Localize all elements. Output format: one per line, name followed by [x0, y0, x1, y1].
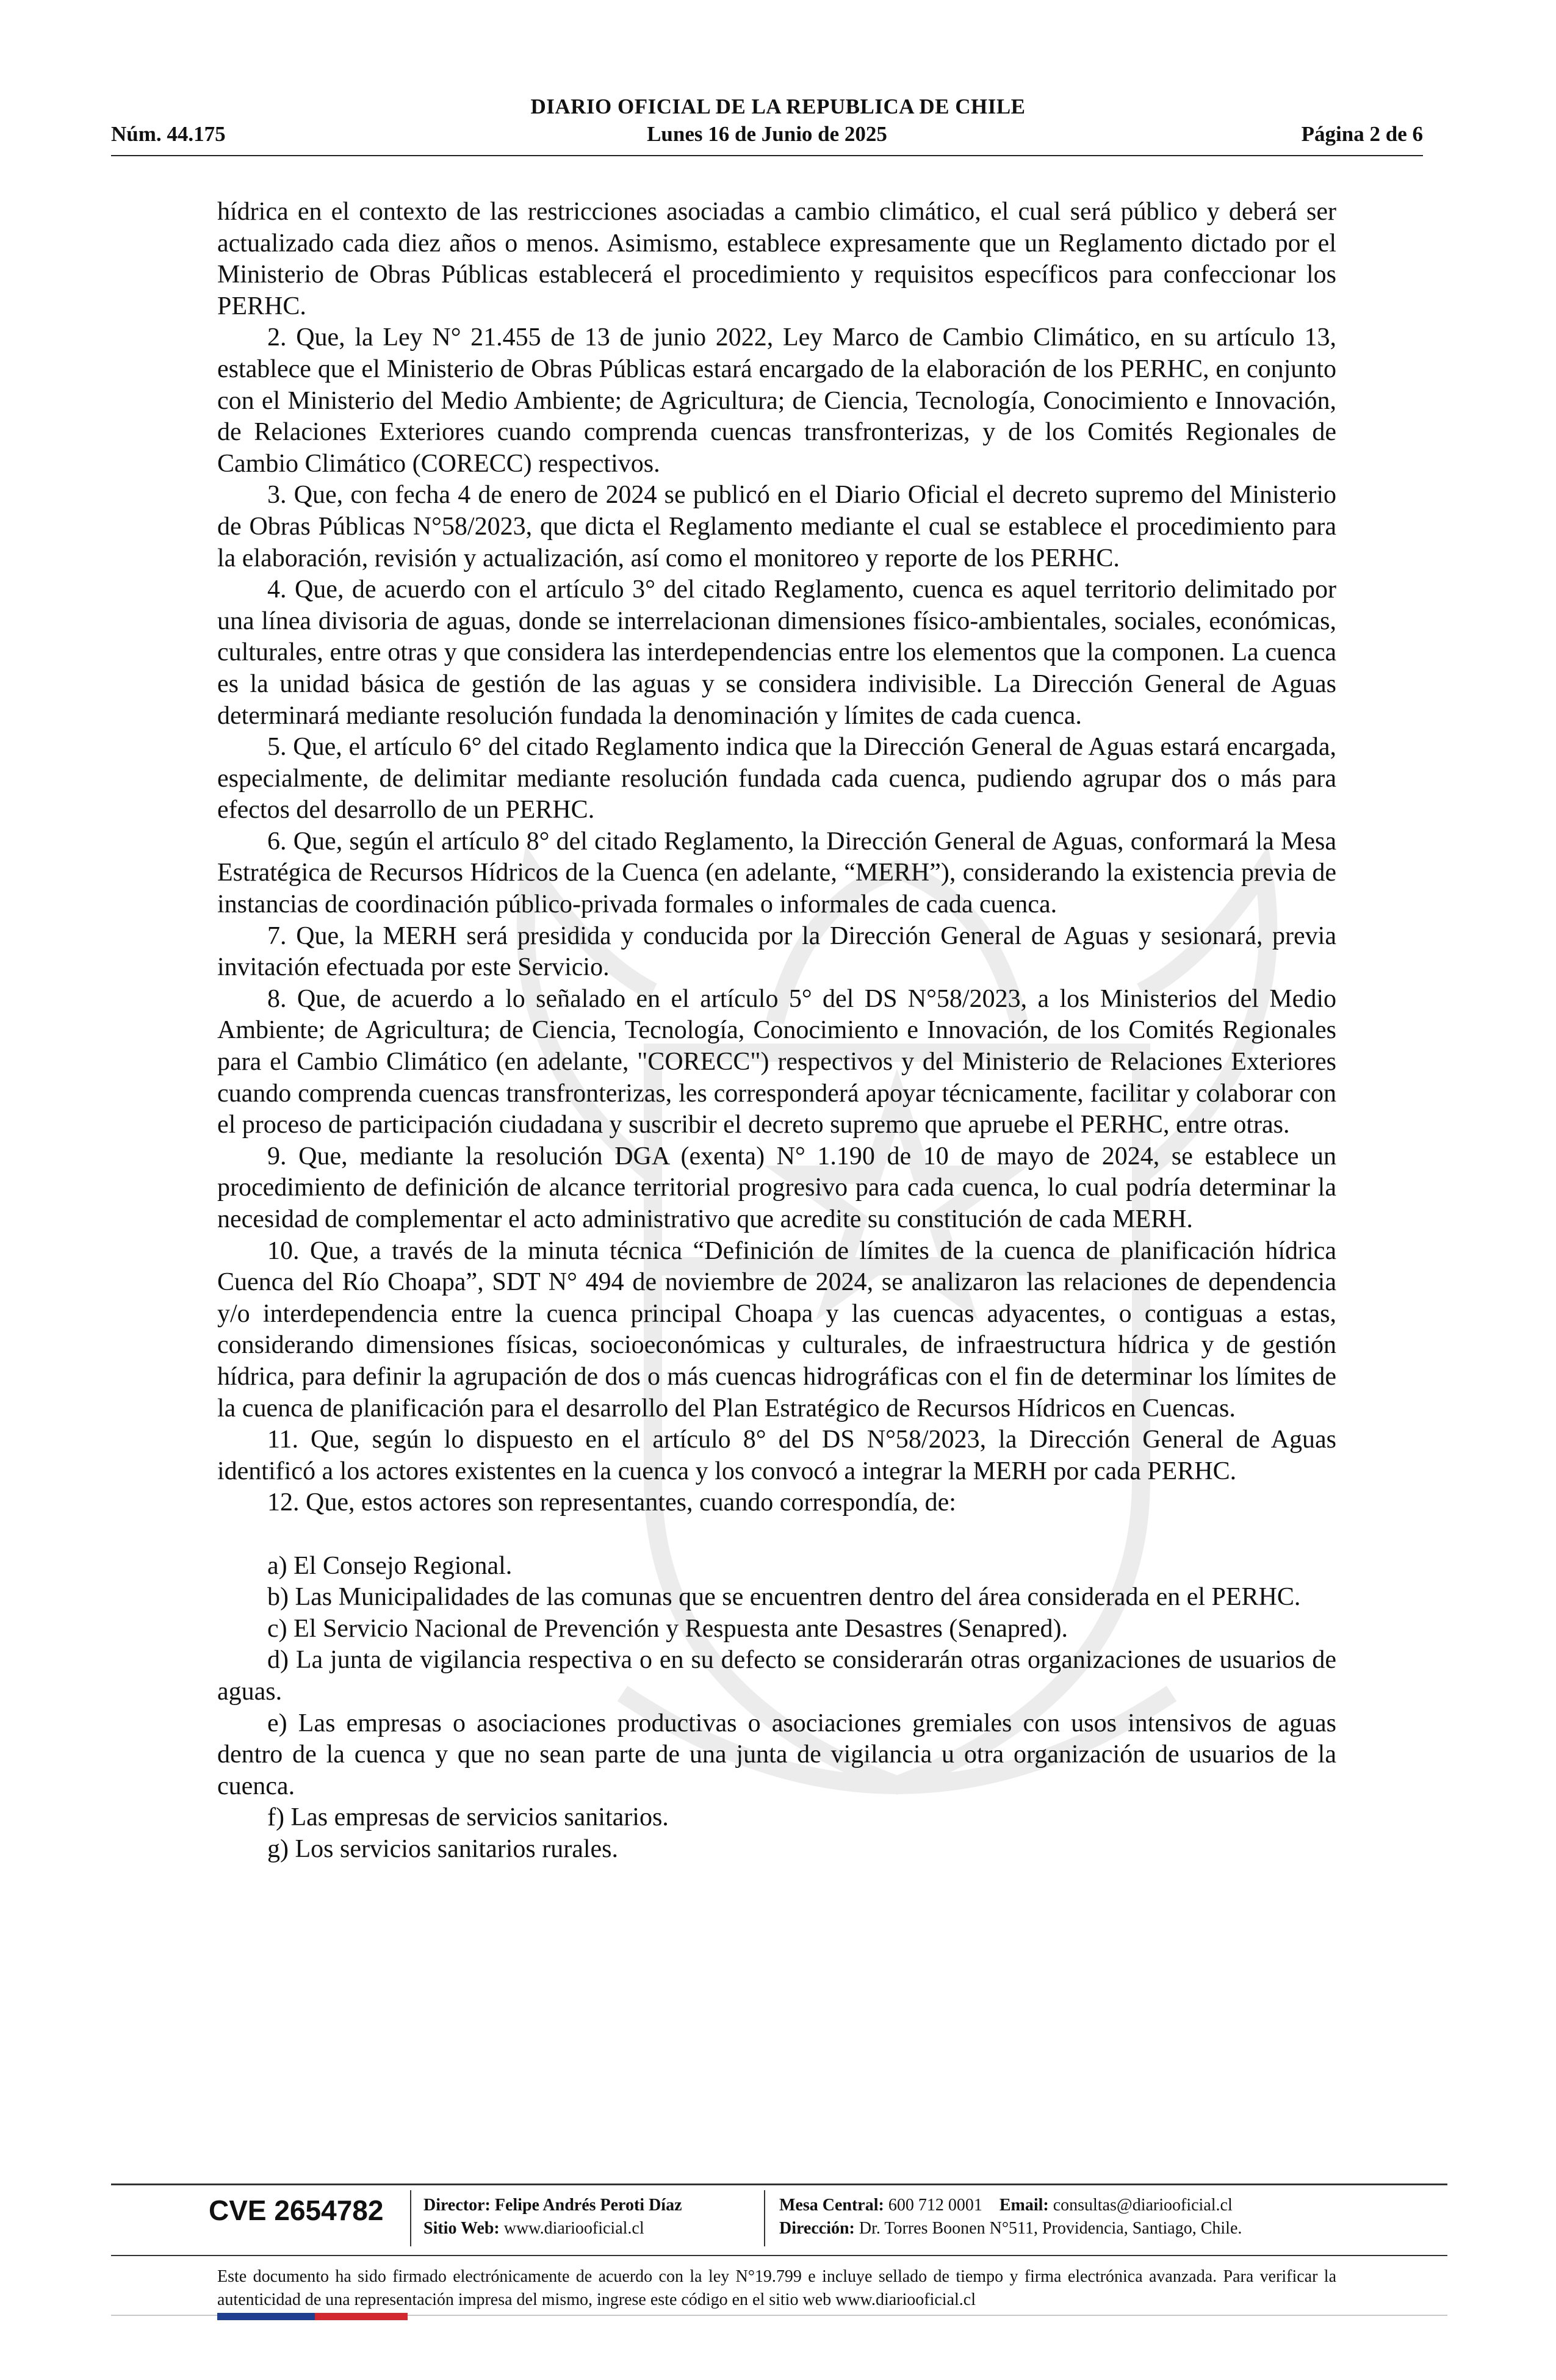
- email-label: Email:: [999, 2196, 1049, 2215]
- footer-separator: [764, 2190, 765, 2246]
- address-value: Dr. Torres Boonen N°511, Providencia, Santiago, Chile.: [859, 2219, 1242, 2238]
- signature-notice: Este documento ha sido firmado electrónicamente de acuerdo con la ley N°19.799 e incluye sellado de tiempo y firma electrónica avanzada. Para verificar la autenticidad de una representación impresa del mismo, ingrese este código en el sitio web www.diariooficial.cl: [217, 2267, 1336, 2309]
- list-item: d) La junta de vigilancia respectiva o en su defecto se considerarán otras organizaciones de usuarios de aguas.: [217, 1646, 1336, 1706]
- body-paragraph: 5. Que, el artículo 6° del citado Reglamento indica que la Dirección General de Aguas estará encargada, especialmente, de delimitar mediante resolución fundada cada cuenca, pudiendo agrupar dos o más para efectos del desarrollo de un PERHC.: [217, 733, 1336, 824]
- issue-date: Lunes 16 de Junio de 2025: [647, 122, 887, 146]
- header-divider: [111, 155, 1423, 156]
- director-name: Felipe Andrés Peroti Díaz: [494, 2196, 682, 2215]
- newspaper-title: DIARIO OFICIAL DE LA REPUBLICA DE CHILE: [530, 95, 1026, 118]
- mesa-central-label: Mesa Central:: [779, 2196, 884, 2215]
- address-label: Dirección:: [779, 2219, 855, 2238]
- body-paragraph: 4. Que, de acuerdo con el artículo 3° del citado Reglamento, cuenca es aquel territorio delimitado por una línea divisoria de aguas, donde se interrelacionan dimensiones físico-ambientales, sociales, económicas, culturales, entre otras y que considera las interdependencias entre los elementos que la componen. La cuenca es la unidad básica de gestión de las aguas y se considera indivisible. La Dirección General de Aguas determinará mediante resolución fundada la denominación y límites de cada cuenca.: [217, 575, 1336, 730]
- body-paragraph: 8. Que, de acuerdo a lo señalado en el artículo 5° del DS N°58/2023, a los Ministerios del Medio Ambiente; de Agricultura; de Ciencia, Tecnología, Conocimiento e Innovación, de los Comités Regionales para el Cambio Climático (en adelante, "CORECC") respectivos y del Ministerio de Relaciones Exteriores cuando comprenda cuencas transfronterizas, les corresponderá apoyar técnicamente, facilitar y colaborar con el proceso de participación ciudadana y suscribir el decreto supremo que apruebe el PERHC, entre otras.: [217, 984, 1336, 1139]
- footer-contact-column: [779, 2194, 1242, 2240]
- website-label: Sitio Web:: [423, 2219, 500, 2238]
- email-link[interactable]: consultas@diariooficial.cl: [1053, 2196, 1233, 2215]
- document-body: [217, 197, 1336, 1865]
- list-item: f) Las empresas de servicios sanitarios.: [267, 1803, 669, 1832]
- header-row: [111, 122, 1423, 150]
- page-indicator: Página 2 de 6: [1301, 122, 1423, 146]
- list-item: b) Las Municipalidades de las comunas que se encuentren dentro del área considerada en el PERHC.: [267, 1583, 1301, 1612]
- footer-separator: [410, 2190, 411, 2246]
- body-paragraph: 9. Que, mediante la resolución DGA (exenta) N° 1.190 de 10 de mayo de 2024, se establece un procedimiento de definición de alcance territorial progresivo para cada cuenca, lo cual podría determinar la necesidad de complementar el acto administrativo que acredite su constitución de cada MERH.: [217, 1142, 1336, 1233]
- body-paragraph: 7. Que, la MERH será presidida y conducida por la Dirección General de Aguas y sesionará, previa invitación efectuada por este Servicio.: [217, 921, 1336, 982]
- flag-bar-blue: [217, 2313, 315, 2320]
- footer-divider-bottom: [111, 2255, 1447, 2256]
- body-paragraph: hídrica en el contexto de las restricciones asociadas a cambio climático, el cual será público y deberá ser actualizado cada diez años o menos. Asimismo, establece expresamente que un Reglamento dictado por el Ministerio de Obras Públicas establecerá el procedimiento y requisitos específicos para confeccionar los PERHC.: [217, 198, 1336, 320]
- body-paragraph: 2. Que, la Ley N° 21.455 de 13 de junio 2022, Ley Marco de Cambio Climático, en su artículo 13, establece que el Ministerio de Obras Públicas estará encargado de la elaboración de los PERHC, en conjunto con el Ministerio del Medio Ambiente; de Agricultura; de Ciencia, Tecnología, Conocimiento e Innovación, de Relaciones Exteriores cuando comprenda cuencas transfronterizas, y de los Comités Regionales de Cambio Climático (CORECC) respectivos.: [217, 323, 1336, 478]
- body-paragraph: 3. Que, con fecha 4 de enero de 2024 se publicó en el Diario Oficial el decreto supremo del Ministerio de Obras Públicas N°58/2023, que dicta el Reglamento mediante el cual se establece el procedimiento para la elaboración, revisión y actualización, así como el monitoreo y reporte de los PERHC.: [217, 481, 1336, 572]
- footer-info: [111, 2185, 1447, 2252]
- list-item: c) El Servicio Nacional de Prevención y Respuesta ante Desastres (Senapred).: [267, 1614, 1068, 1643]
- body-paragraph: 10. Que, a través de la minuta técnica “Definición de límites de la cuenca de planificación hídrica Cuenca del Río Choapa”, SDT N° 494 de noviembre de 2024, se analizaron las relaciones de dependencia y/o interdependencia entre la cuenca principal Choapa y las cuencas adyacentes, o contiguas a estas, considerando dimensiones físicas, socioeconómicas y culturales, de infraestructura hídrica y de gestión hídrica, para definir la agrupación de dos o más cuencas hidrográficas con el fin de determinar los límites de la cuenca de planificación para el desarrollo del Plan Estratégico de Recursos Hídricos en Cuencas.: [217, 1236, 1336, 1423]
- list-item: a) El Consejo Regional.: [267, 1551, 513, 1580]
- body-paragraph: 11. Que, según lo dispuesto en el artículo 8° del DS N°58/2023, la Dirección General de Aguas identificó a los actores existentes en la cuenca y los convocó a integrar la MERH por cada PERHC.: [217, 1426, 1336, 1485]
- mesa-central-phone: 600 712 0001: [888, 2196, 982, 2215]
- list-item: g) Los servicios sanitarios rurales.: [267, 1834, 619, 1863]
- body-paragraph: 12. Que, estos actores son representantes, cuando correspondía, de:: [267, 1488, 956, 1517]
- footer-director-column: [423, 2194, 682, 2240]
- list-item: e) Las empresas o asociaciones productivas o asociaciones gremiales con usos intensivos de aguas dentro de la cuenca y que no sean parte de una junta de vigilancia u otra organización de usuarios de la cuenca.: [217, 1709, 1336, 1800]
- director-label: Director:: [423, 2196, 491, 2215]
- body-paragraph: 6. Que, según el artículo 8° del citado Reglamento, la Dirección General de Aguas, conformará la Mesa Estratégica de Recursos Hídricos de la Cuenca (en adelante, “MERH”), considerando la existencia previa de instancias de coordinación público-privada formales o informales de cada cuenca.: [217, 827, 1336, 919]
- issue-number: Núm. 44.175: [111, 122, 226, 146]
- flag-bar-red: [315, 2313, 408, 2320]
- cve-code: CVE 2654782: [209, 2194, 384, 2226]
- website-link[interactable]: www.diariooficial.cl: [503, 2219, 644, 2238]
